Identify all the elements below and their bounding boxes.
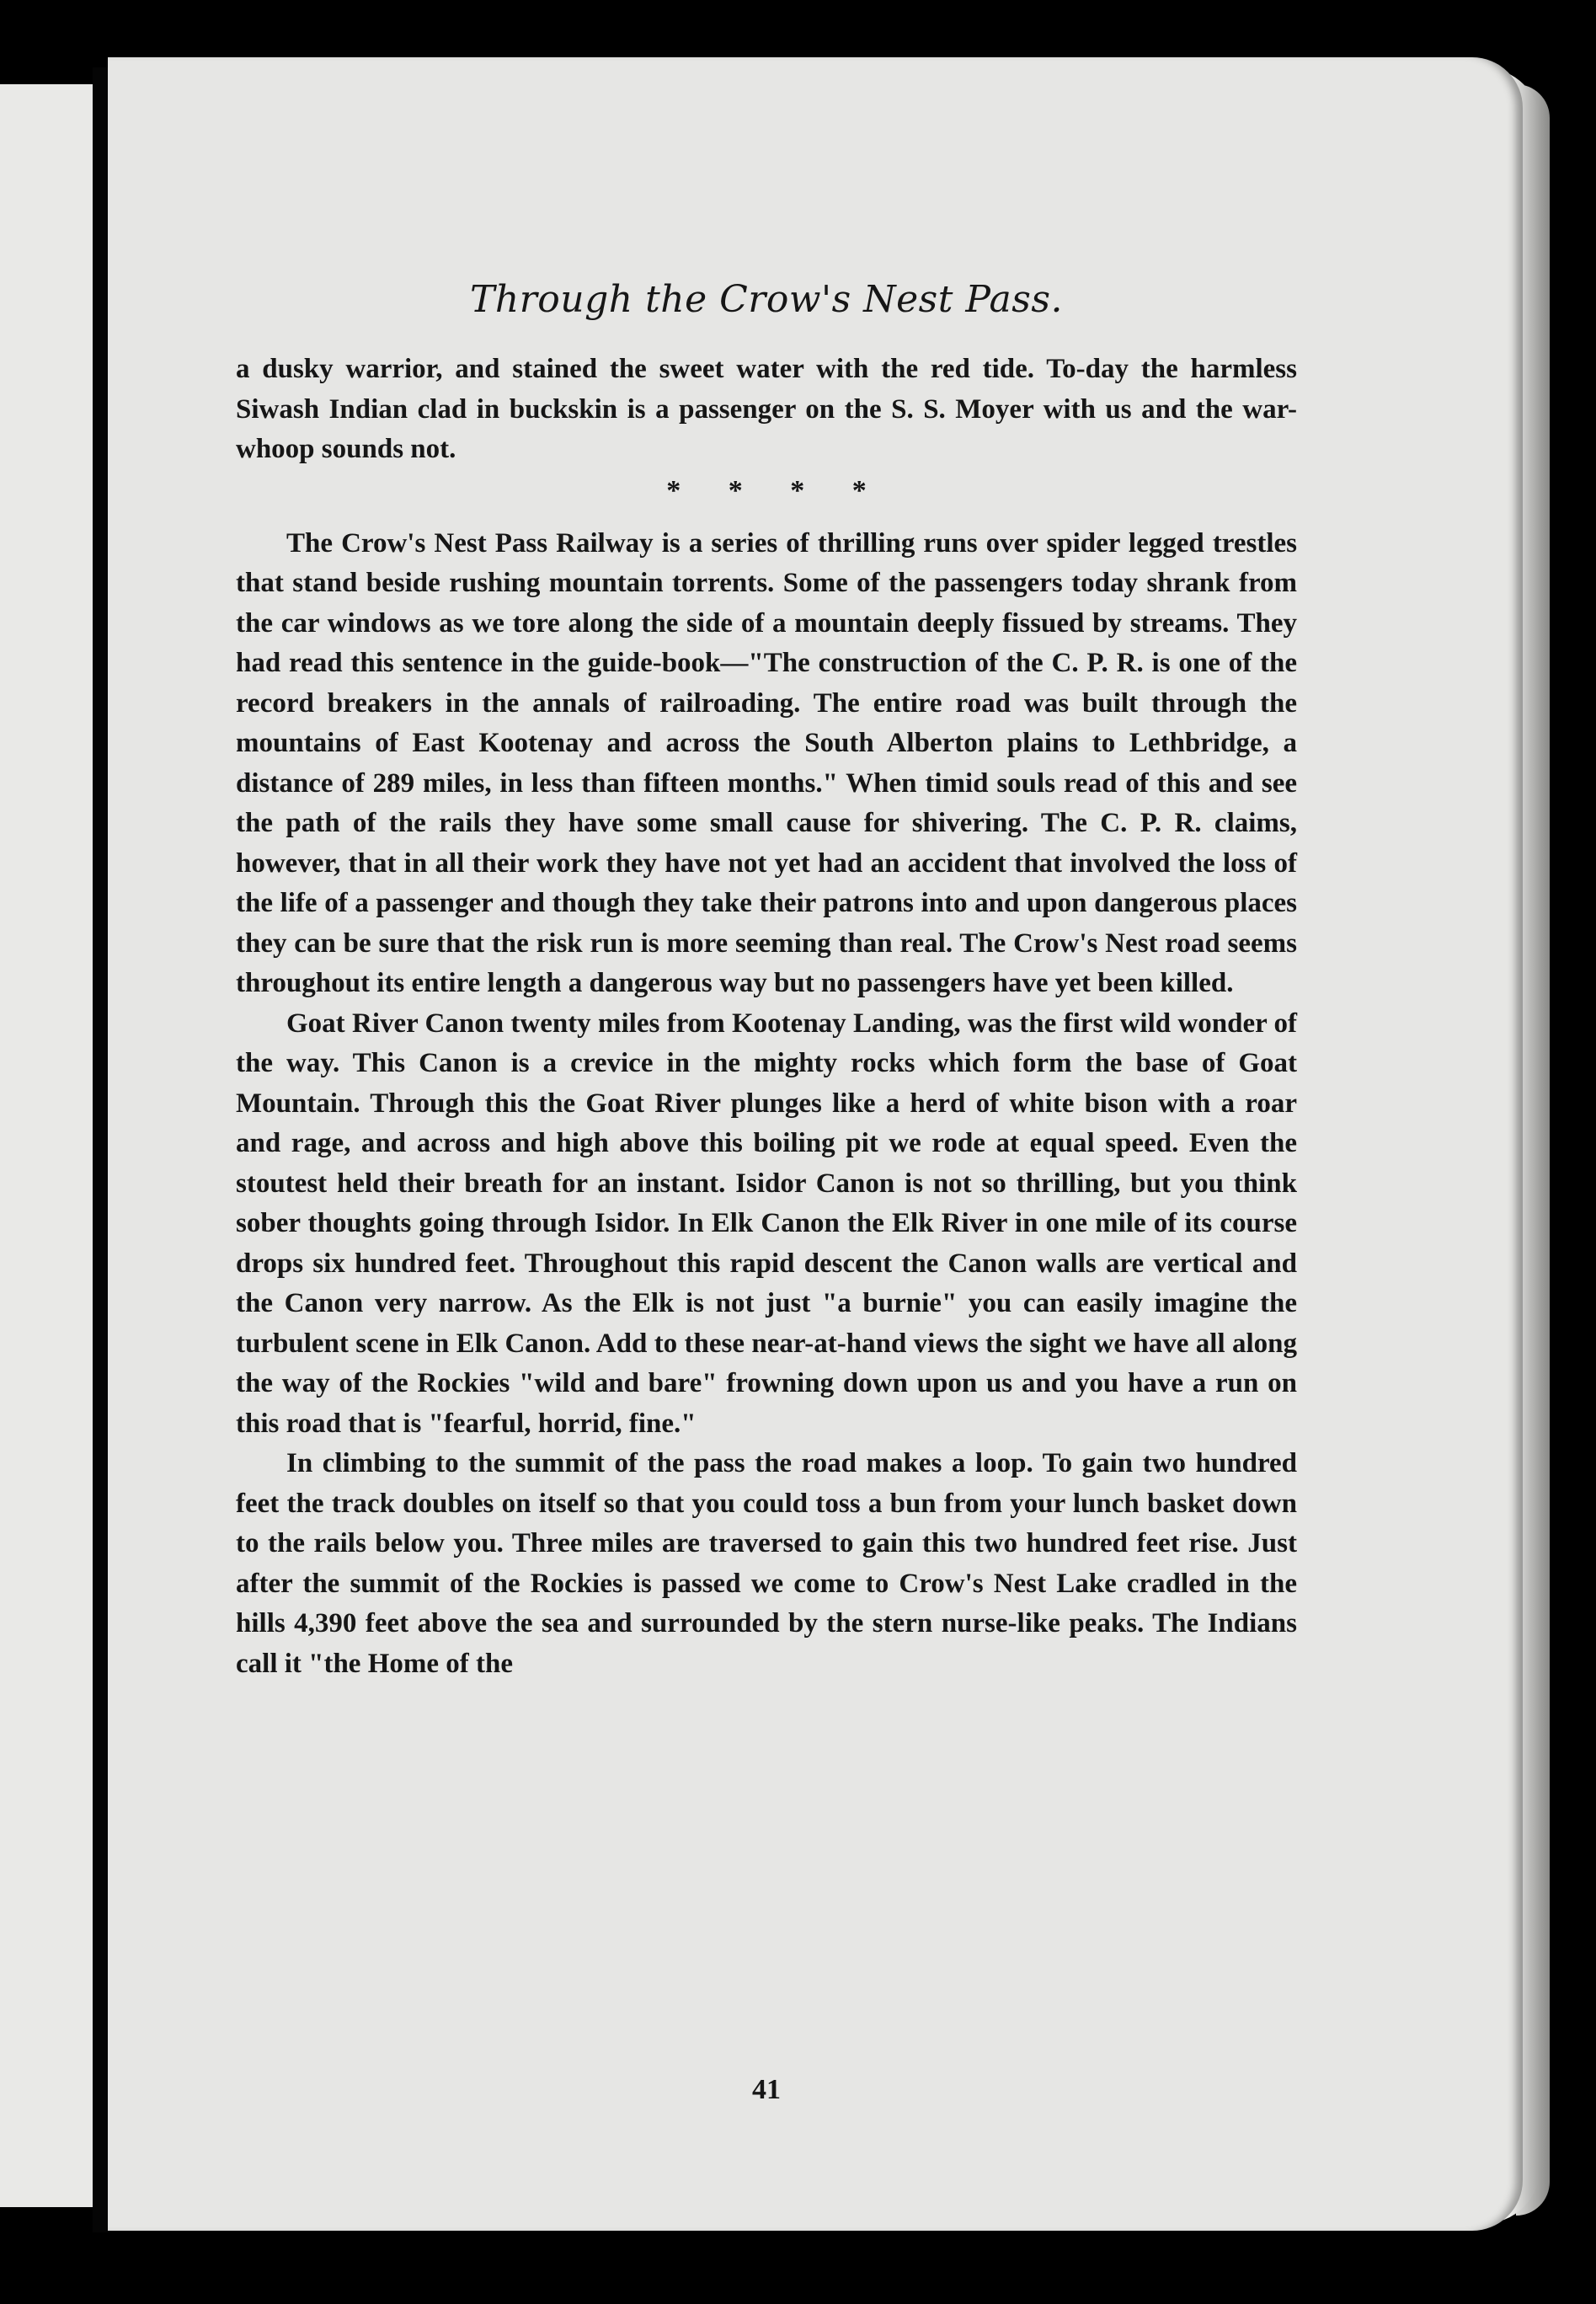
page-content bbox=[236, 278, 1297, 2106]
paragraph-railway: The Crow's Nest Pass Railway is a series of thrilling runs over spider legged trestles that stand beside rushing mountain torrents. Some of the passengers today shrank from the car windows as we tore along the side of a mountain deeply fissued by streams. They had read this sentence in the guide-book—"The construction of the C. P. R. is one of the record breakers in the annals of railroading. The entire road was built through the mountains of East Kootenay and across the South Alberton plains to Lethbridge, a distance of 289 miles, in less than fifteen months." When timid souls read of this and see the path of the rails they have some small cause for shivering. The C. P. R. claims, however, that in all their work they have not yet had an accident that involved the loss of the life of a passenger and though they take their patrons into and upon dangerous places they can be sure that the risk run is more seeming than real. The Crow's Nest road seems throughout its entire length a dangerous way but no passengers have yet been killed. bbox=[236, 527, 1297, 998]
section-break-asterisks: * * * * bbox=[666, 474, 867, 506]
page-number: 41 bbox=[752, 2074, 781, 2105]
facing-page-edge bbox=[0, 84, 96, 2207]
paragraph-goat-river-canon: Goat River Canon twenty miles from Kootenay Landing, was the first wild wonder of the way. This Canon is a crevice in the mighty rocks which form the base of Goat Mountain. Through this the Goat River plunges like a herd of white bison with a roar and rage, and across and high above this boiling pit we rode at equal speed. Even the stoutest held their breath for an instant. Isidor Canon is not so thrilling, but you think sober thoughts going through Isidor. In Elk Canon the Elk River in one mile of its course drops six hundred feet. Throughout this rapid descent the Canon walls are vertical and the Canon very narrow. As the Elk is not just "a burnie" you can easily imagine the turbulent scene in Elk Canon. Add to these near-at-hand views the sight we have all along the way of the Rockies "wild and bare" frowning down upon us and you have a run on this road that is "fearful, horrid, fine." bbox=[236, 1008, 1297, 1439]
paragraph-summit-loop: In climbing to the summit of the pass the road makes a loop. To gain two hundred feet the track doubles on itself so that you could toss a bun from your lunch basket down to the rails below you. Three miles are traversed to gain this two hundred feet rise. Just after the summit of the Rockies is passed we come to Crow's Nest Lake cradled in the hills 4,390 feet above the sea and surrounded by the stern nurse-like peaks. The Indians call it "the Home of the bbox=[236, 1448, 1297, 1679]
book-gutter bbox=[93, 67, 109, 2232]
paragraph-continued: a dusky warrior, and stained the sweet water with the red tide. To-day the harmless Siwash Indian clad in buckskin is a passenger on the S. S. Moyer with us and the war-whoop sounds not. bbox=[236, 354, 1297, 464]
running-head: Through the Crow's Nest Pass. bbox=[470, 278, 1063, 321]
